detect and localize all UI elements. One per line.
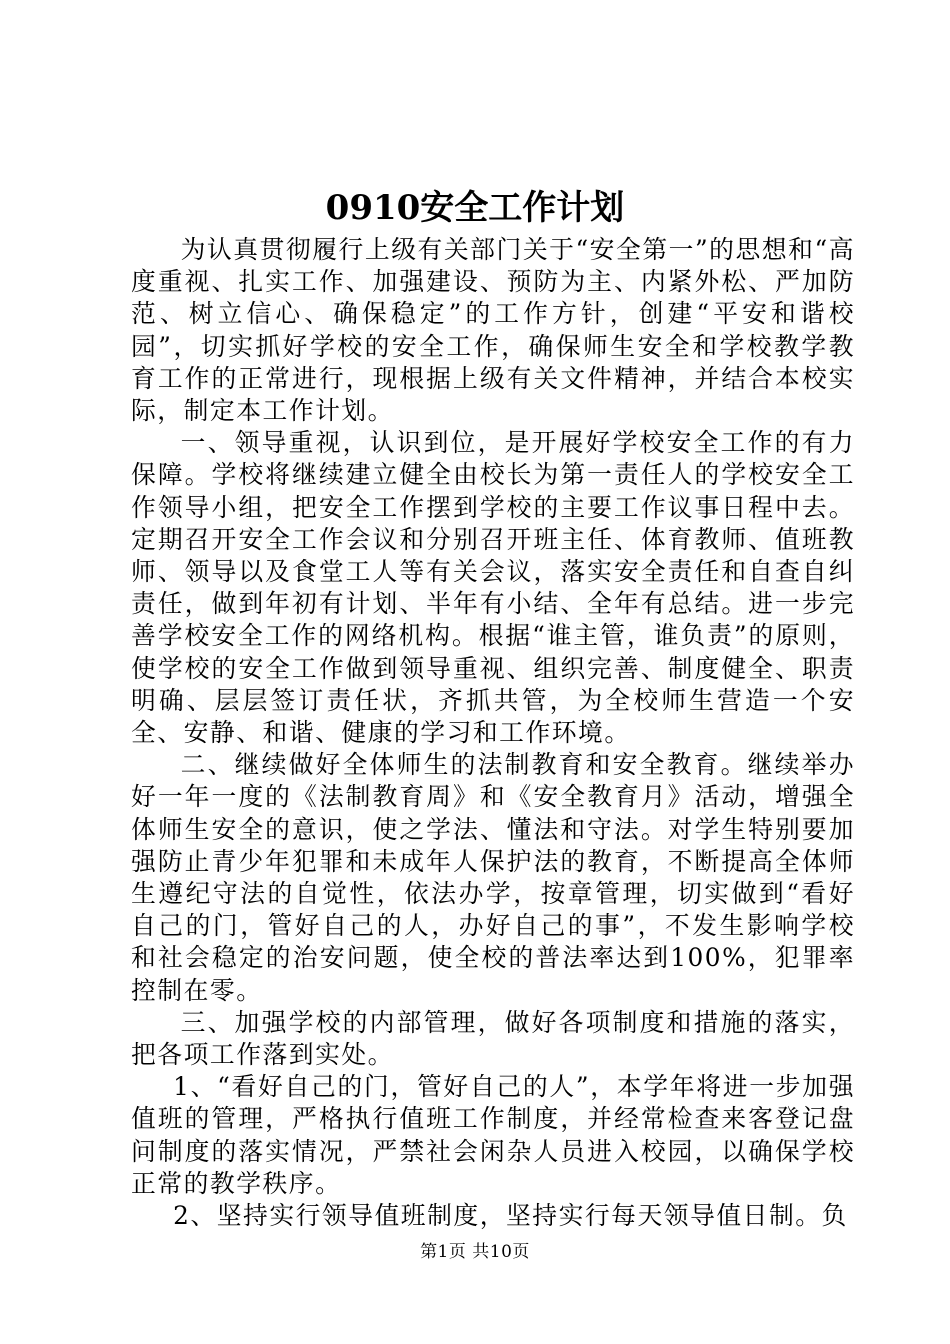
page-number-footer: 第1页 共10页 bbox=[420, 1242, 530, 1262]
paragraph-section-3: 三、加强学校的内部管理，做好各项制度和措施的落实，把各项工作落到实处。 bbox=[131, 1007, 855, 1070]
paragraph-item-2: 2、坚持实行领导值班制度，坚持实行每天领导值日制。负 bbox=[173, 1201, 848, 1231]
paragraph-item-1: 1、“看好自己的门，管好自己的人”，本学年将进一步加强值班的管理，严格执行值班工作制度，并经常检查来客登记盘问制度的落实情况，严禁社会闲杂人员进入校园，以确保学校正常的教学秩序。 bbox=[131, 1072, 855, 1198]
paragraph-section-1: 一、领导重视，认识到位，是开展好学校安全工作的有力保障。学校将继续建立健全由校长为第一责任人的学校安全工作领导小组，把安全工作摆到学校的主要工作议事日程中去。定期召开安全工作会议和分别召开班主任、体育教师、值班教师、领导以及食堂工人等有关会议，落实安全责任和自查自纠责任，做到年初有计划、半年有小结、全年有总结。进一步完善学校安全工作的网络机构。根据“谁主管，谁负责”的原则，使学校的安全工作做到领导重视、组织完善、制度健全、职责明确、层层签订责任状，齐抓共管，为全校师生营造一个安全、安静、和谐、健康的学习和工作环境。 bbox=[131, 428, 855, 748]
document-body bbox=[131, 234, 855, 1232]
paragraph-intro: 为认真贯彻履行上级有关部门关于“安全第一”的思想和“高度重视、扎实工作、加强建设、预防为主、内紧外松、严加防范、树立信心、确保稳定”的工作方针，创建“平安和谐校园”，切实抓好学校的安全工作，确保师生安全和学校教学教育工作的正常进行，现根据上级有关文件精神，并结合本校实际，制定本工作计划。 bbox=[131, 235, 855, 426]
document-title: 0910安全工作计划 bbox=[325, 188, 625, 228]
paragraph-section-2: 二、继续做好全体师生的法制教育和安全教育。继续举办好一年一度的《法制教育周》和《安全教育月》活动，增强全体师生安全的意识，使之学法、懂法和守法。对学生特别要加强防止青少年犯罪和未成年人保护法的教育，不断提高全体师生遵纪守法的自觉性，依法办学，按章管理，切实做到“看好自己的门，管好自己的人，办好自己的事”，不发生影响学校和社会稳定的治安问题，使全校的普法率达到100%，犯罪率控制在零。 bbox=[131, 750, 855, 1005]
